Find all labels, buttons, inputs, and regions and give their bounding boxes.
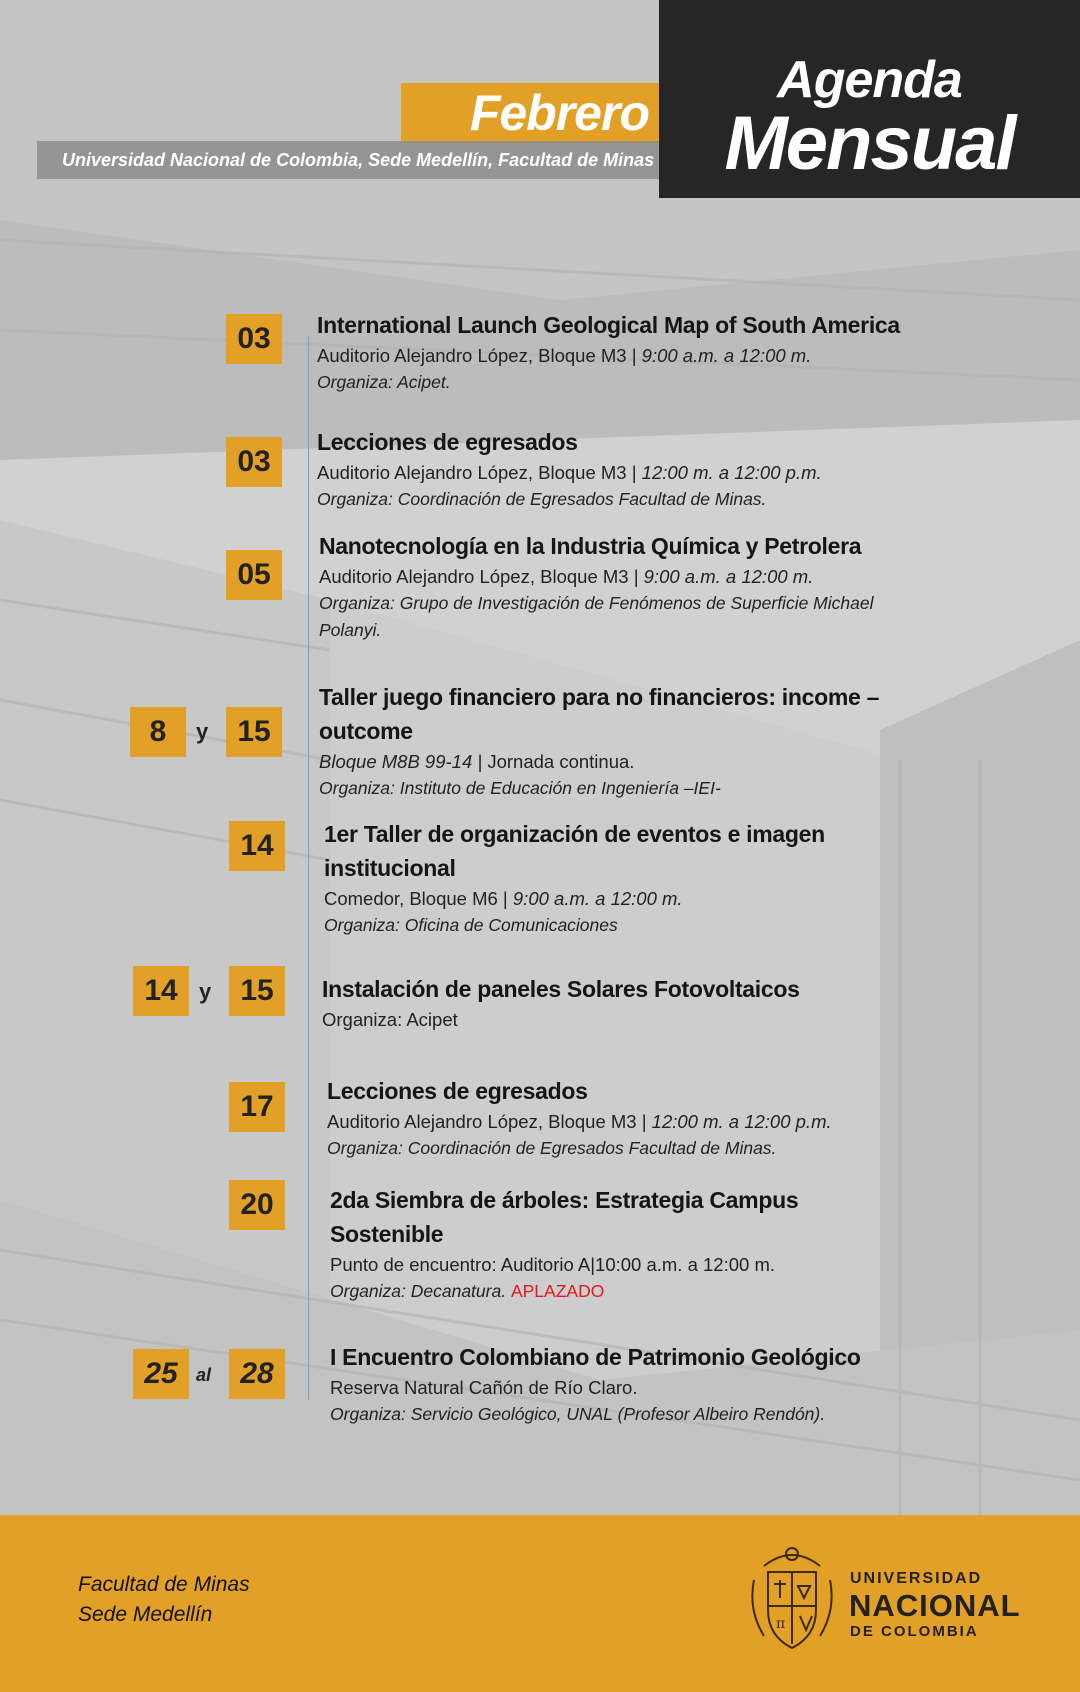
date-badge-end: 15	[229, 966, 285, 1016]
month-label: Febrero	[469, 85, 649, 141]
date-badge-start: 25	[133, 1349, 189, 1399]
title-block	[659, 0, 1080, 198]
event-title: Nanotecnología en la Industria Química y Petrolera	[319, 533, 862, 559]
date-badge-start: 8	[130, 707, 186, 757]
event-organizer: Organiza: Coordinación de Egresados Facultad de Minas.	[317, 489, 767, 509]
title-mensual: Mensual	[724, 101, 1015, 186]
event-item	[330, 1340, 970, 1428]
event-title: Lecciones de egresados	[317, 429, 578, 455]
date-badge: 03	[226, 314, 282, 364]
date-badge-end: 28	[229, 1349, 285, 1399]
date-badge: 03	[226, 437, 282, 487]
event-item	[317, 425, 957, 513]
event-venue	[319, 748, 929, 775]
logo-line-colombia: DE COLOMBIA	[850, 1623, 979, 1640]
event-place: Auditorio Alejandro López, Bloque M3 |	[317, 345, 637, 366]
date-badge: 17	[229, 1082, 285, 1132]
event-organizer	[330, 1278, 890, 1305]
event-title: Instalación de paneles Solares Fotovoltaicos	[322, 976, 800, 1002]
status-badge: APLAZADO	[510, 1281, 605, 1301]
event-place: Auditorio Alejandro López, Bloque M3 |	[317, 462, 637, 483]
date-separator: y	[196, 719, 209, 744]
date-separator: y	[199, 979, 212, 1004]
event-organizer-text: Organiza: Decanatura.	[330, 1281, 507, 1301]
event-title: Taller juego financiero para no financieros: income – outcome	[319, 684, 880, 744]
event-time: 9:00 a.m. a 12:00 m.	[638, 566, 814, 587]
logo-line-nacional: NACIONAL	[849, 1588, 1021, 1623]
event-place: Bloque M8B 99-14 |	[319, 751, 483, 772]
event-item	[322, 972, 962, 1033]
event-organizer: Organiza: Grupo de Investigación de Fenómenos de Superficie Michael Polanyi.	[319, 593, 874, 640]
logo-line-universidad: UNIVERSIDAD	[850, 1570, 983, 1587]
event-title: International Launch Geological Map of South America	[317, 312, 900, 338]
event-venue	[327, 1108, 967, 1135]
event-organizer: Organiza: Oficina de Comunicaciones	[324, 915, 618, 935]
institution-bar	[37, 141, 659, 179]
event-time: 9:00 a.m. a 12:00 m.	[507, 888, 683, 909]
event-title: 2da Siembra de árboles: Estrategia Campus Sostenible	[330, 1187, 799, 1247]
event-organizer: Organiza: Servicio Geológico, UNAL (Profesor Albeiro Rendón).	[330, 1404, 826, 1424]
event-organizer: Organiza: Acipet	[322, 1009, 458, 1030]
event-item	[319, 680, 929, 802]
event-place: Comedor, Bloque M6 |	[324, 888, 508, 909]
event-item	[324, 817, 904, 939]
footer-campus: Sede Medellín	[78, 1603, 213, 1626]
event-title: Lecciones de egresados	[327, 1078, 588, 1104]
event-venue: Punto de encuentro: Auditorio A|10:00 a.m. a 12:00 m.	[330, 1254, 775, 1275]
month-banner	[401, 83, 659, 143]
event-time: 12:00 m. a 12:00 p.m.	[646, 1111, 832, 1132]
event-venue	[317, 342, 957, 369]
institution-label: Universidad Nacional de Colombia, Sede Medellín, Facultad de Minas	[62, 150, 655, 170]
event-venue: Reserva Natural Cañón de Río Claro.	[330, 1377, 638, 1398]
date-badge-start: 14	[133, 966, 189, 1016]
svg-text:π: π	[776, 1616, 786, 1632]
event-organizer: Organiza: Acipet.	[317, 372, 451, 392]
event-organizer: Organiza: Coordinación de Egresados Facultad de Minas.	[327, 1138, 777, 1158]
date-separator: al	[196, 1365, 212, 1385]
footer-faculty: Facultad de Minas	[78, 1573, 250, 1596]
event-time: 12:00 m. a 12:00 p.m.	[636, 462, 822, 483]
event-item	[327, 1074, 967, 1162]
title-agenda: Agenda	[777, 51, 962, 109]
university-seal-icon	[746, 1540, 838, 1658]
event-item	[330, 1183, 890, 1305]
footer	[0, 1515, 1080, 1692]
event-title: I Encuentro Colombiano de Patrimonio Geológico	[330, 1344, 861, 1370]
timeline-line	[308, 336, 309, 1400]
event-venue	[324, 885, 904, 912]
event-place: Auditorio Alejandro López, Bloque M3 |	[319, 566, 639, 587]
event-organizer: Organiza: Instituto de Educación en Ingeniería –IEI-	[319, 778, 721, 798]
date-badge: 05	[226, 550, 282, 600]
event-item	[317, 308, 957, 396]
event-venue	[319, 563, 919, 590]
date-badge: 14	[229, 821, 285, 871]
date-badge: 20	[229, 1180, 285, 1230]
event-item	[319, 529, 919, 644]
event-venue	[317, 459, 957, 486]
event-time: 9:00 a.m. a 12:00 m.	[636, 345, 812, 366]
event-time: Jornada continua.	[482, 751, 635, 772]
event-place: Auditorio Alejandro López, Bloque M3 |	[327, 1111, 647, 1132]
date-badge-end: 15	[226, 707, 282, 757]
event-title: 1er Taller de organización de eventos e imagen institucional	[324, 821, 825, 881]
